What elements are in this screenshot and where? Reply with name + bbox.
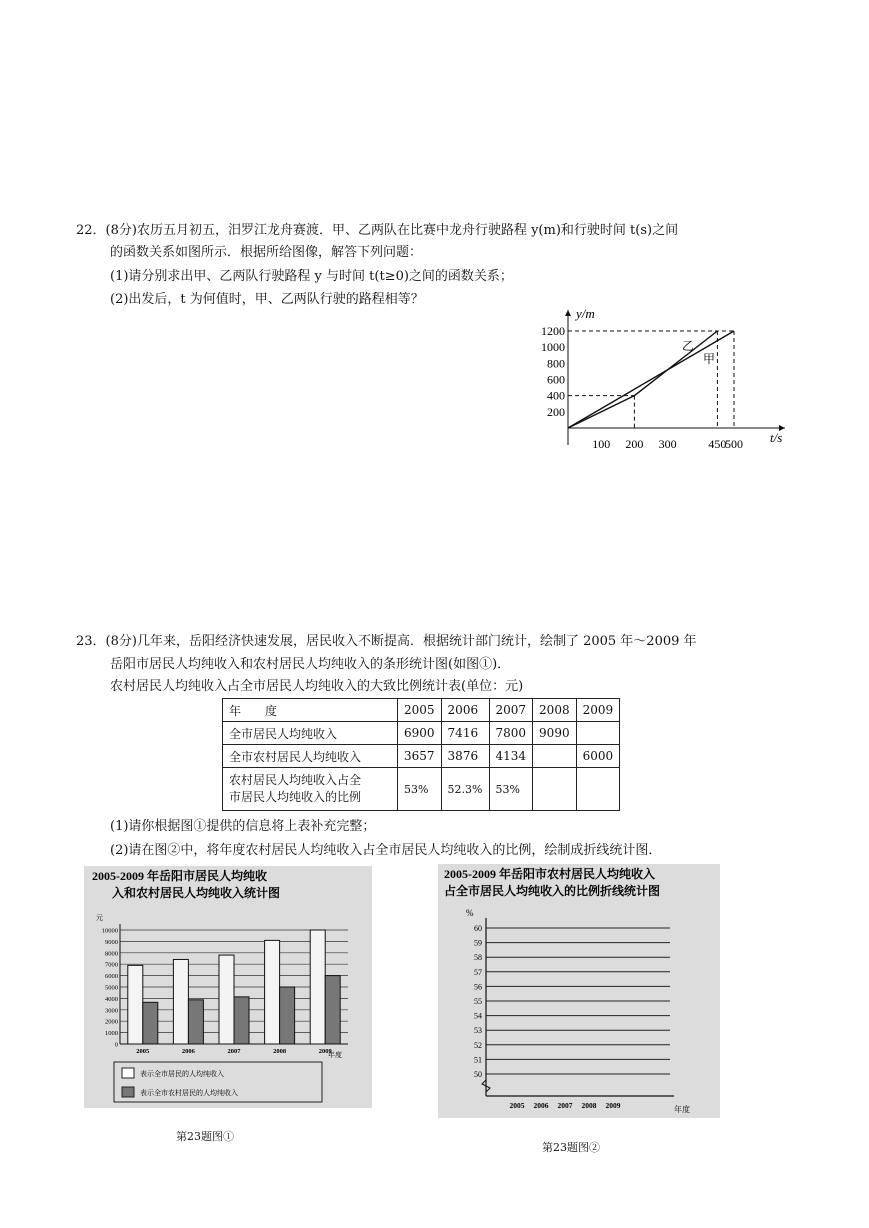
y-tick-label: 60 bbox=[474, 924, 482, 933]
y-tick-label: 200 bbox=[547, 404, 565, 419]
table-cell: 53% bbox=[489, 768, 533, 811]
table-row bbox=[223, 722, 620, 745]
x-tick-label: 2007 bbox=[227, 1048, 241, 1055]
table-cell bbox=[533, 768, 577, 811]
bar-rural-income bbox=[143, 1002, 158, 1044]
table-cell: 7800 bbox=[489, 722, 533, 745]
table-cell: 9090 bbox=[533, 722, 577, 745]
table-cell: 2006 bbox=[441, 699, 489, 722]
fig2-title-b: 占全市居民人均纯收入的比例折线统计图 bbox=[444, 884, 661, 898]
y-tick-label: 56 bbox=[474, 982, 482, 992]
table-cell: 6000 bbox=[576, 745, 620, 768]
table-cell: 全市农村居民人均纯收入 bbox=[223, 745, 398, 768]
table-cell: 2005 bbox=[398, 699, 442, 722]
y-axis-label: y/m bbox=[576, 306, 595, 321]
legend-total-text: 表示全市居民的人均纯收入 bbox=[140, 1070, 224, 1078]
table-cell: 52.3% bbox=[441, 768, 489, 811]
x-tick-label: 2009 bbox=[605, 1101, 621, 1110]
table-cell: 2008 bbox=[533, 699, 577, 722]
table-cell: 全市居民人均纯收入 bbox=[223, 722, 398, 745]
y-tick-label: 1000 bbox=[105, 1030, 118, 1038]
bar-rural-income bbox=[325, 976, 340, 1044]
table-row bbox=[223, 745, 620, 768]
table-header-row bbox=[223, 699, 620, 722]
table-cell bbox=[223, 768, 398, 811]
fig1-unit: 元 bbox=[96, 914, 103, 922]
legend-swatch-rural bbox=[122, 1087, 134, 1097]
x-tick-label: 2005 bbox=[136, 1048, 150, 1055]
q23-line1: 23．(8分)几年来，岳阳经济快速发展，居民收入不断提高．根据统计部门统计，绘制了 2005 年～2009 年 bbox=[76, 634, 697, 649]
row3-label-b: 市居民人均纯收入的比例 bbox=[229, 790, 362, 804]
y-tick-label: 5000 bbox=[105, 984, 118, 992]
table-cell: 年 度 bbox=[223, 699, 398, 722]
row3-label-a: 农村居民人均纯收入占全 bbox=[229, 773, 362, 787]
y-tick-label: 1200 bbox=[541, 324, 565, 338]
y-tick-label: 3000 bbox=[105, 1007, 118, 1015]
table-cell: 2007 bbox=[489, 699, 533, 722]
distance-time-graph bbox=[530, 300, 800, 450]
fig1-year-label: 年度 bbox=[328, 1051, 342, 1059]
bar-total-income bbox=[128, 965, 143, 1044]
q22-part1: (1)请分别求出甲、乙两队行驶路程 y 与时间 t(t≥0)之间的函数关系； bbox=[110, 269, 513, 284]
line-jia bbox=[568, 331, 734, 428]
y-tick-label: 0 bbox=[114, 1041, 118, 1049]
y-tick-label: 600 bbox=[547, 372, 565, 387]
fig1-caption: 第23题图① bbox=[176, 1130, 234, 1143]
bar-rural-income bbox=[280, 987, 295, 1044]
fig2-caption: 第23题图② bbox=[542, 1141, 600, 1154]
table-cell: 2009 bbox=[576, 699, 620, 722]
fig2-title-a: 2005-2009 年岳阳市农村居民人均纯收入 bbox=[444, 867, 655, 881]
x-tick-label: 2008 bbox=[581, 1101, 597, 1110]
income-table bbox=[222, 698, 620, 811]
x-tick-label: 2005 bbox=[509, 1101, 525, 1110]
y-tick-label: 50 bbox=[474, 1070, 482, 1079]
x-tick-label: 2006 bbox=[181, 1048, 195, 1055]
table-cell: 3657 bbox=[398, 745, 442, 768]
y-tick-label: 9000 bbox=[105, 938, 118, 946]
y-tick-label: 58 bbox=[474, 953, 482, 963]
fig1-title-b: 入和农村居民人均纯收入统计图 bbox=[112, 886, 281, 900]
fig2-year-label: 年度 bbox=[674, 1105, 690, 1114]
fig1-title-a: 2005-2009 年岳阳市居民人均纯收 bbox=[92, 869, 267, 883]
income-bar-chart bbox=[84, 866, 372, 1108]
line-yi bbox=[568, 331, 717, 428]
y-tick-label: 1000 bbox=[541, 340, 565, 355]
y-tick-label: 57 bbox=[474, 967, 482, 977]
bar-total-income bbox=[310, 930, 325, 1044]
x-tick-label: 2006 bbox=[533, 1101, 549, 1110]
x-tick-label: 2009 bbox=[318, 1048, 332, 1055]
q23-part1: (1)请你根据图①提供的信息将上表补充完整； bbox=[110, 819, 376, 834]
x-tick-label: 2008 bbox=[273, 1048, 287, 1055]
bar-total-income bbox=[265, 940, 280, 1044]
table-cell bbox=[576, 722, 620, 745]
legend-swatch-total bbox=[122, 1068, 134, 1078]
bar-rural-income bbox=[234, 997, 249, 1044]
y-tick-label: 4000 bbox=[105, 995, 118, 1003]
q22-part2: (2)出发后，t 为何值时，甲、乙两队行驶的路程相等？ bbox=[110, 292, 424, 307]
ratio-line-chart-grid bbox=[438, 864, 720, 1118]
x-tick-label: 100 bbox=[592, 437, 611, 450]
x-tick-label: 300 bbox=[658, 437, 677, 450]
fig2-unit: % bbox=[466, 908, 474, 918]
table-title: 农村居民人均纯收入占全市居民人均纯收入的大致比例统计表(单位：元) bbox=[110, 679, 524, 694]
table-row bbox=[223, 768, 620, 811]
x-tick-label: 200 bbox=[625, 437, 644, 450]
table-cell bbox=[533, 745, 577, 768]
y-tick-label: 59 bbox=[474, 938, 482, 948]
bar-rural-income bbox=[188, 1000, 203, 1044]
label-yi: 乙 bbox=[682, 339, 695, 353]
figure-2-scan bbox=[438, 864, 720, 1118]
y-tick-label: 8000 bbox=[105, 950, 118, 958]
legend-rural-text: 表示全市农村居民的人均纯收入 bbox=[140, 1089, 238, 1097]
y-tick-label: 55 bbox=[474, 997, 482, 1006]
table-cell: 4134 bbox=[489, 745, 533, 768]
q22-line2: 的函数关系如图所示．根据所给图像，解答下列问题： bbox=[110, 245, 423, 260]
y-tick-label: 51 bbox=[474, 1055, 482, 1065]
table-cell bbox=[576, 768, 620, 811]
table-cell: 6900 bbox=[398, 722, 442, 745]
y-tick-label: 400 bbox=[547, 388, 565, 403]
y-tick-label: 6000 bbox=[105, 973, 118, 981]
y-tick-label: 53 bbox=[474, 1026, 482, 1036]
x-tick-label: 450 bbox=[708, 437, 727, 450]
y-tick-label: 54 bbox=[474, 1011, 482, 1021]
q22-line1: 22．(8分)农历五月初五，汨罗江龙舟赛渡．甲、乙两队在比赛中龙舟行驶路程 y(m)和行驶时间 t(s)之间 bbox=[76, 223, 679, 238]
x-axis-label: t/s bbox=[770, 430, 783, 445]
x-tick-label: 2007 bbox=[557, 1101, 573, 1110]
y-tick-label: 800 bbox=[547, 356, 565, 371]
figure-1-scan bbox=[84, 866, 372, 1108]
y-tick-label: 10000 bbox=[101, 927, 118, 935]
label-jia: 甲 bbox=[703, 352, 716, 366]
bar-total-income bbox=[173, 959, 188, 1044]
q23-line2: 岳阳市居民人均纯收入和农村居民人均纯收入的条形统计图(如图①)． bbox=[110, 657, 511, 672]
table-cell: 3876 bbox=[441, 745, 489, 768]
x-tick-label: 500 bbox=[725, 437, 743, 450]
bar-total-income bbox=[219, 955, 234, 1044]
q23-part2: (2)请在图②中，将年度农村居民人均纯收入占全市居民人均纯收入的比例，绘制成折线统计图． bbox=[110, 843, 662, 858]
y-tick-label: 52 bbox=[474, 1040, 482, 1050]
table-cell: 7416 bbox=[441, 722, 489, 745]
y-tick-label: 2000 bbox=[105, 1018, 118, 1026]
table-cell: 53% bbox=[398, 768, 442, 811]
y-tick-label: 7000 bbox=[105, 961, 118, 969]
